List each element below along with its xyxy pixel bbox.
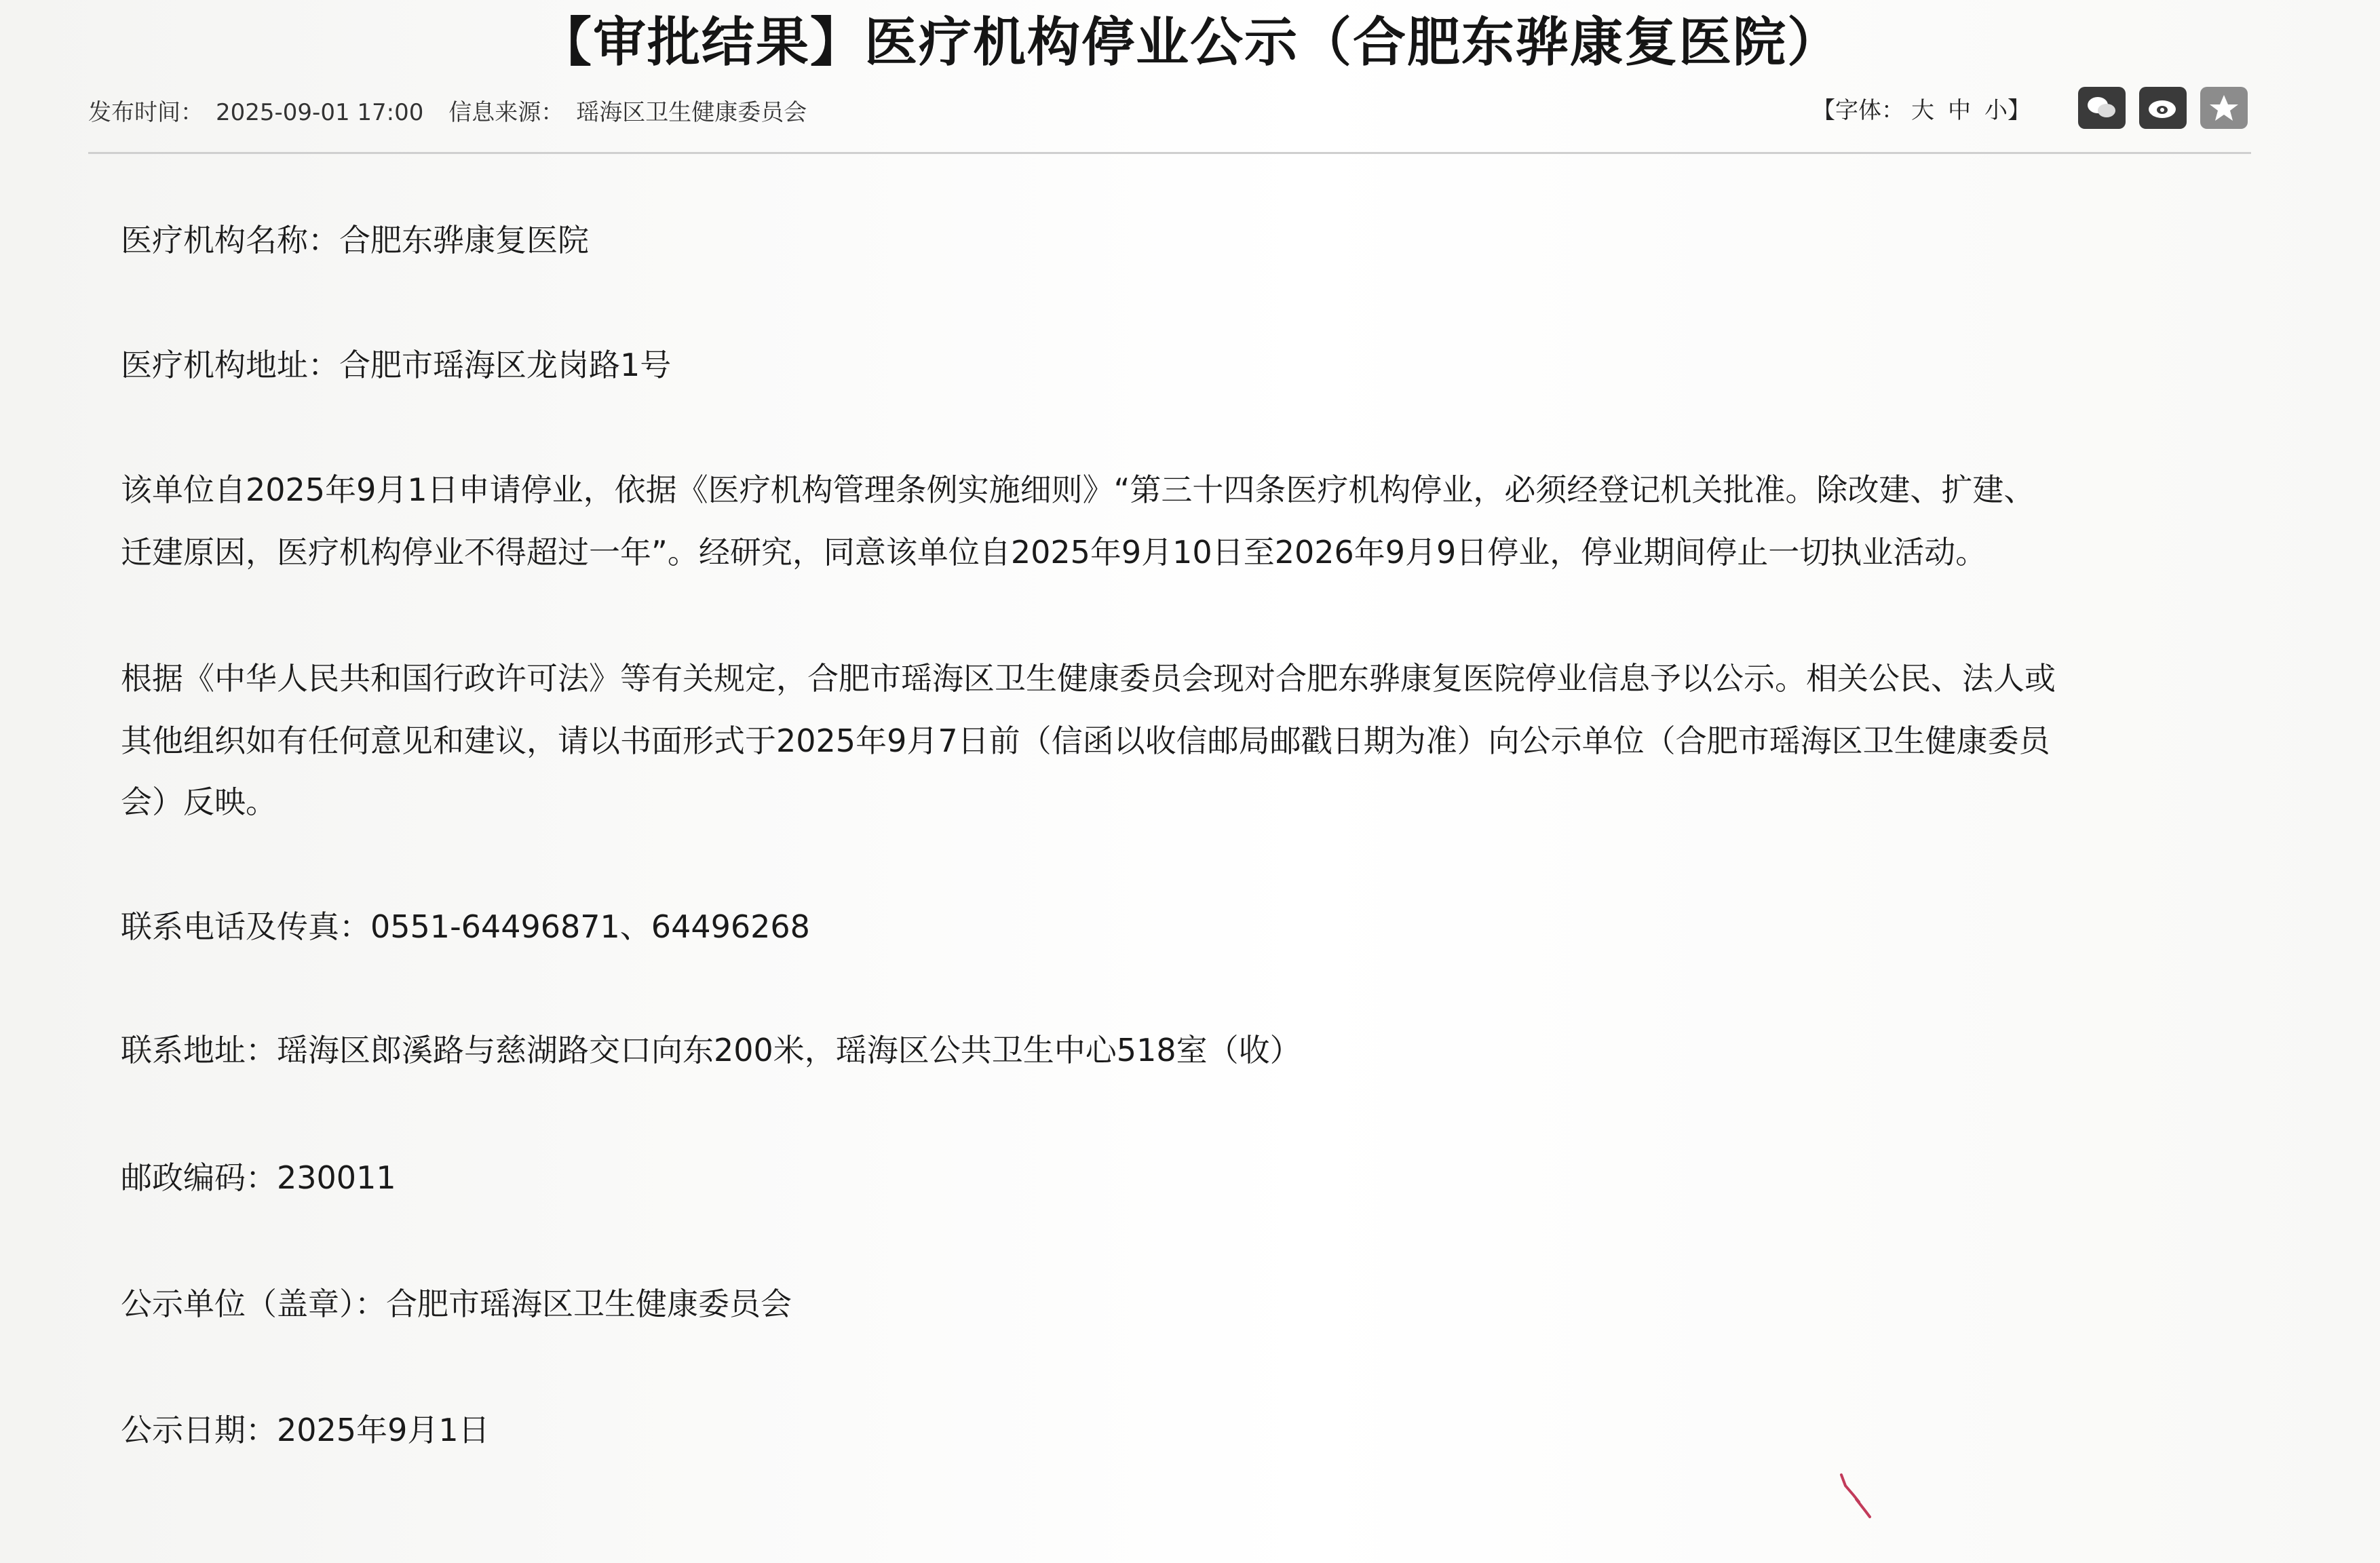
font-size-label: 【字体： [1812,96,1904,124]
wechat-icon[interactable] [2078,87,2126,129]
institution-address: 医疗机构地址：合肥市瑶海区龙岗路1号 [121,347,672,383]
weibo-icon[interactable] [2139,87,2187,129]
basis-line-1: 根据《中华人民共和国行政许可法》等有关规定，合肥市瑶海区卫生健康委员会现对合肥东骅康复医院停业信息予以公示。相关公民、法人或 [121,660,2056,697]
qzone-icon[interactable] [2200,87,2248,129]
font-large-button[interactable]: 大 [1911,96,1934,124]
source-label: 信息来源： [448,99,564,126]
contact-address: 联系地址：瑶海区郎溪路与慈湖路交口向东200米，瑶海区公共卫生中心518室（收） [121,1032,1301,1068]
font-size-control [1812,92,2037,125]
decision-line-2: 迁建原因，医疗机构停业不得超过一年”。经研究，同意该单位自2025年9月10日至2026年9月9日停业，停业期间停止一切执业活动。 [121,534,1987,571]
postcode: 邮政编码：230011 [121,1159,396,1196]
publisher: 公示单位（盖章）：合肥市瑶海区卫生健康委员会 [121,1286,792,1322]
contact-phone: 联系电话及传真：0551-64496871、64496268 [121,908,810,945]
toolbar [1812,87,2248,129]
meta-info [88,96,824,129]
notice-date: 公示日期：2025年9月1日 [121,1412,490,1448]
basis-line-2: 其他组织如有任何意见和建议，请以书面形式于2025年9月7日前（信函以收信邮局邮戳日期为准）向公示单位（合肥市瑶海区卫生健康委员 [121,722,2050,759]
publish-time: 2025-09-01 17:00 [216,99,424,126]
font-small-button[interactable]: 小】 [1984,96,2031,124]
header-divider [88,152,2251,154]
font-medium-button[interactable]: 中 [1948,96,1971,124]
publish-time-label: 发布时间： [88,99,204,126]
decision-line-1: 该单位自2025年9月1日申请停业，依据《医疗机构管理条例实施细则》“第三十四条医疗机构停业，必须经登记机关批准。除改建、扩建、 [121,471,2035,508]
source: 瑶海区卫生健康委员会 [576,99,807,126]
basis-line-3: 会）反映。 [121,784,277,820]
pen-mark [1839,1472,1879,1526]
institution-name: 医疗机构名称：合肥东骅康复医院 [121,222,589,258]
page-title: 【审批结果】医疗机构停业公示（合肥东骅康复医院） [538,12,1841,73]
